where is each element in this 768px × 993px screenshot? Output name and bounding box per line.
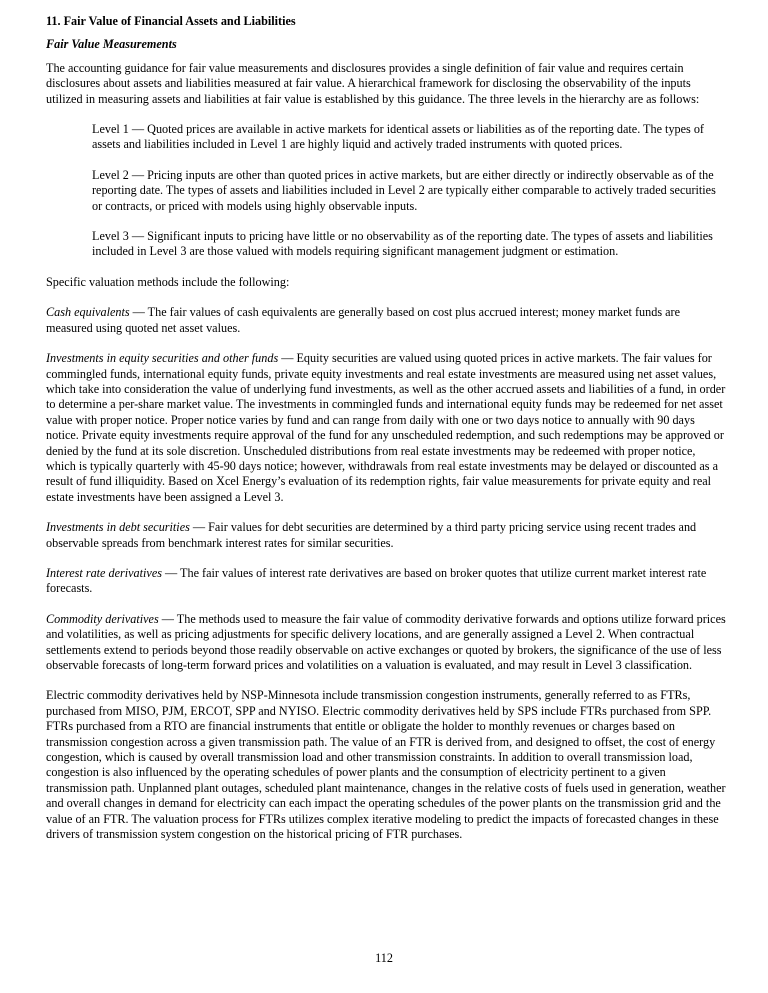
intro-paragraph: The accounting guidance for fair value measurements and disclosures provides a single definition of fair value and requires certain disclosures about assets and liabilities measured at fair value. A hierarchical framework for disclosing the observability of the inputs utilized in measuring assets and liabilities at fair value is established by this guidance. The three levels in the hierarchy are as follows: — [46, 60, 700, 106]
method-lead: Investments in equity securities and other funds — [46, 351, 279, 366]
method-text: — Fair values for debt securities are determined by a third party pricing service using recent trades and observable spreads from benchmark interest rates for similar securities. — [46, 520, 697, 550]
method-equity-securities — [46, 351, 726, 505]
method-debt-securities — [46, 520, 726, 551]
method-lead: Commodity derivatives — [46, 611, 159, 626]
page-number: 112 — [375, 951, 393, 965]
level-3-paragraph: Level 3 — Significant inputs to pricing have little or no observability as of the reporting date. The types of assets and liabilities included in Level 3 are those valued with models requiring significant management judgment or estimation. — [92, 229, 713, 259]
method-text: — The fair values of interest rate derivatives are based on broker quotes that utilize current market interest rate forecasts. — [46, 565, 707, 596]
method-lead: Cash equivalents — [46, 305, 130, 320]
method-commodity-derivatives — [46, 612, 726, 674]
level-2-paragraph: Level 2 — Pricing inputs are other than quoted prices in active markets, but are either directly or indirectly observable as of the reporting date. The types of assets and liabilities included in Level 2 are typically either comparable to actively traded securities or contracts, or priced with models using highly observable inputs. — [92, 167, 716, 213]
ftr-paragraph: Electric commodity derivatives held by NSP-Minnesota include transmission congestion instruments, generally referred to as FTRs, purchased from MISO, PJM, ERCOT, SPP and NYISO. Electric commodity derivatives held by SPS include FTRs purchased from SPP. FTRs purchased from a RTO are financial instruments that entitle or obligate the holder to monthly revenues or charges based on transmission congestion across a given transmission path. The value of an FTR is derived from, and designed to offset, the cost of energy congestion, which is caused by overall transmission load and other transmission constraints. In addition to overall transmission load, congestion is also influenced by the operating schedules of power plants and the consumption of electricity pertinent to a given transmission path. Unplanned plant outages, scheduled plant maintenance, changes in the relative costs of fuels used in generation, weather and overall changes in demand for electricity can each impact the operating schedules of the power plants on the transmission grid and the value of an FTR. The valuation process for FTRs utilizes complex iterative modeling to predict the impacts of forecasted changes in these drivers of transmission system congestion on the historical pricing of FTR purchases. — [46, 688, 726, 842]
section-title: 11. Fair Value of Financial Assets and Liabilities — [46, 14, 296, 28]
document-page — [46, 14, 726, 857]
method-interest-rate-derivatives — [46, 566, 726, 597]
method-lead: Investments in debt securities — [46, 520, 190, 535]
subsection-title: Fair Value Measurements — [46, 37, 177, 52]
method-text: — The methods used to measure the fair value of commodity derivative forwards and options utilize forward prices and volatilities, as well as pricing adjustments for specific delivery locations, and are generally assigned a Level 2. When contractual settlements extend to periods beyond those readily observable on active exchanges or quoted by brokers, the significance of the use of less observable forecasts of long-term forward prices and volatilities on a valuation is evaluated, and may result in Level 3 classification. — [46, 611, 726, 672]
method-lead: Interest rate derivatives — [46, 565, 162, 580]
method-text: — The fair values of cash equivalents are generally based on cost plus accrued interest; money market funds are measured using quoted net asset values. — [46, 305, 681, 335]
method-text: — Equity securities are valued using quoted prices in active markets. The fair values for commingled funds, international equity funds, private equity investments and real estate investments are measured using net asset values, which take into consideration the value of underlying fund investments, as well as the other accrued assets and liabilities of a fund, in order to determine a per-share market value. The investments in commingled funds and international equity funds may be redeemed for net asset value with proper notice. Proper notice varies by fund and can range from daily with one or two days notice to annually with 90 days notice. Private equity investments require approval of the fund for any unscheduled redemption, and such redemptions may be approved or denied by the fund at its sole discretion. Unscheduled distributions from real estate investments may be redeemed with proper notice, which is typically quarterly with 45-90 days notice; however, withdrawals from real estate investments may be delayed or discounted as a result of fund illiquidity. Based on Xcel Energy’s evaluation of its redemption rights, fair value measurements for private equity and real estate investments have been assigned a Level 3. — [46, 351, 726, 504]
methods-intro: Specific valuation methods include the following: — [46, 274, 290, 289]
level-1-paragraph: Level 1 — Quoted prices are available in active markets for identical assets or liabilities as of the reporting date. The types of assets and liabilities included in Level 1 are highly liquid and actively traded instruments with quoted prices. — [92, 122, 704, 152]
method-cash-equivalents — [46, 305, 726, 336]
